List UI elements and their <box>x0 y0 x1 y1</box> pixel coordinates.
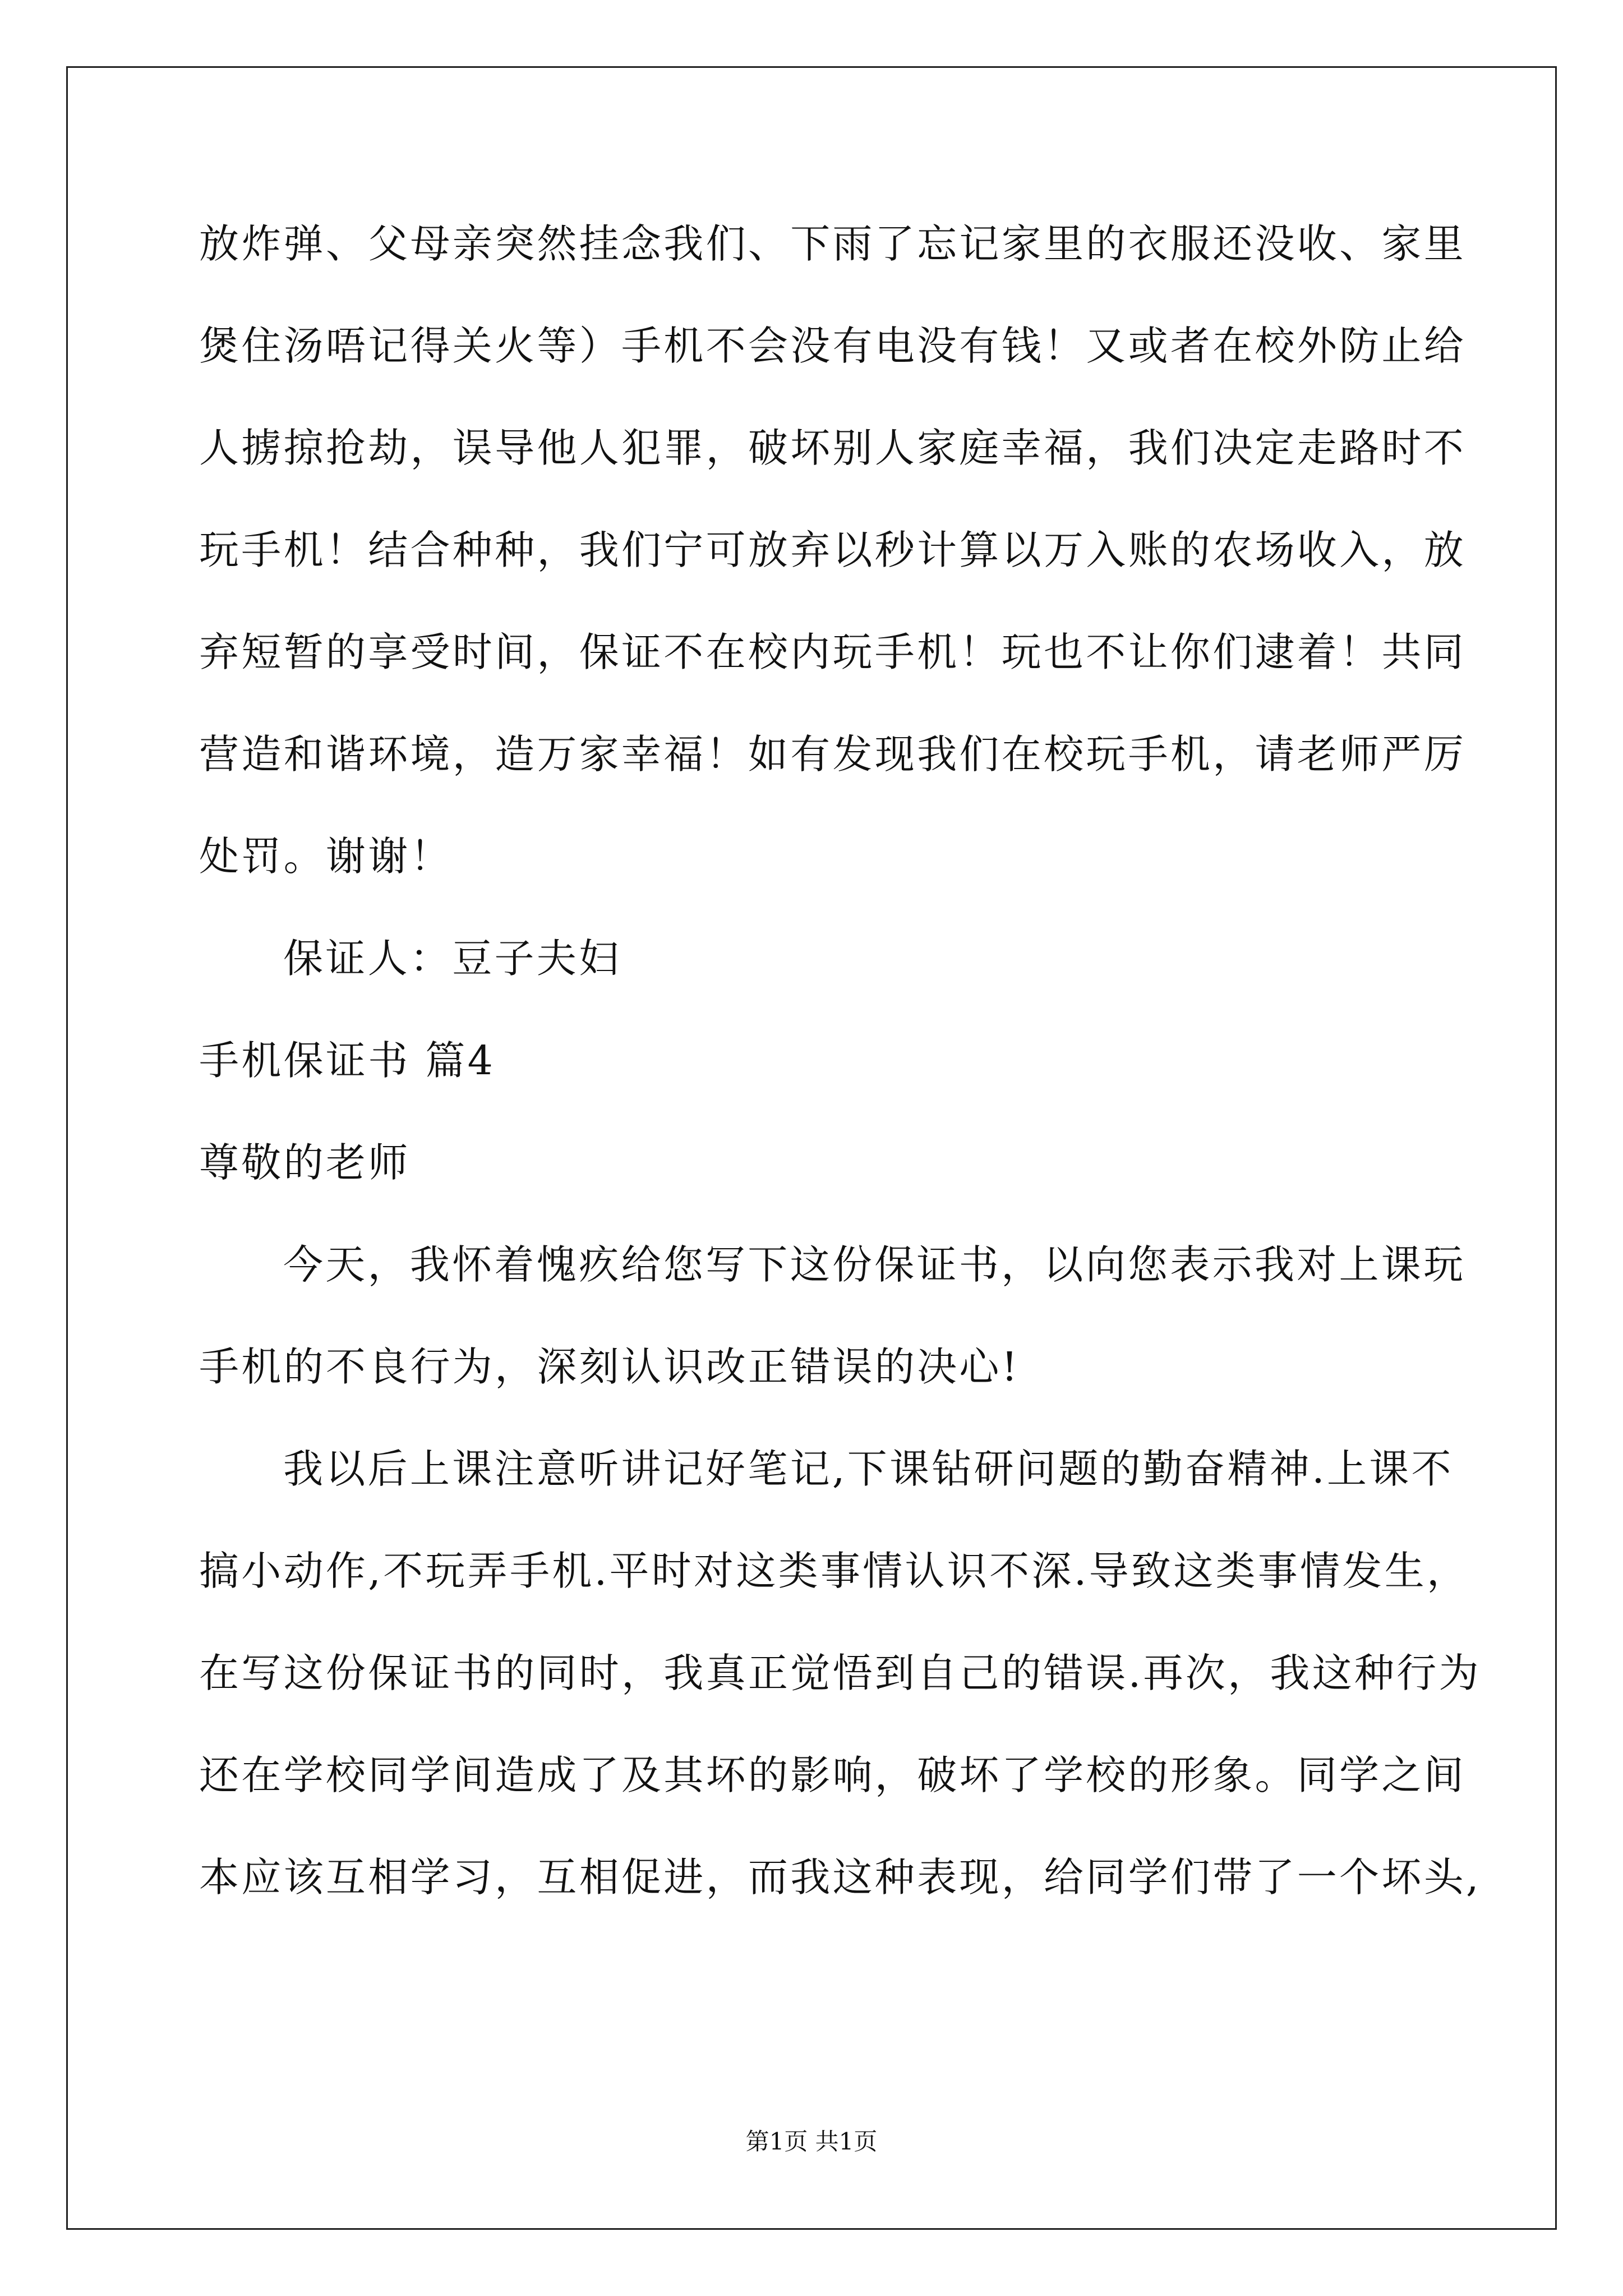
text-line: 我以后上课注意听讲记好笔记,下课钻研问题的勤奋精神.上课不 <box>283 1446 1454 1492</box>
text-line: 搞小动作,不玩弄手机.平时对这类事情认识不深.导致这类事情发生， <box>199 1548 1469 1594</box>
text-line: 本应该互相学习，互相促进，而我这种表现，给同学们带了一个坏头, <box>199 1854 1481 1901</box>
document-body <box>199 210 1481 1946</box>
text-line: 煲住汤唔记得关火等）手机不会没有电没有钱！又或者在校外防止给 <box>199 323 1467 369</box>
signature-line: 保证人：豆子夫妇 <box>283 935 621 982</box>
text-line: 玩手机！结合种种，我们宁可放弃以秒计算以万入账的农场收入，放 <box>199 527 1467 573</box>
section-heading: 手机保证书 篇4 <box>199 1037 496 1084</box>
salutation: 尊敬的老师 <box>199 1139 411 1186</box>
text-line: 弃短暂的享受时间，保证不在校内玩手机！玩也不让你们逮着！共同 <box>199 629 1467 675</box>
text-line: 今天，我怀着愧疚给您写下这份保证书，以向您表示我对上课玩 <box>283 1241 1466 1288</box>
text-line: 放炸弹、父母亲突然挂念我们、下雨了忘记家里的衣服还没收、家里 <box>199 220 1467 267</box>
text-line: 在写这份保证书的同时，我真正觉悟到自己的错误.再次，我这种行为 <box>199 1650 1481 1696</box>
text-line: 营造和谐环境，造万家幸福！如有发现我们在校玩手机，请老师严厉 <box>199 731 1467 777</box>
text-line: 手机的不良行为，深刻认识改正错误的决心! <box>199 1343 1020 1390</box>
text-line: 还在学校同学间造成了及其坏的影响，破坏了学校的形象。同学之间 <box>199 1752 1467 1798</box>
text-line: 人掳掠抢劫，误导他人犯罪，破坏别人家庭幸福，我们决定走路时不 <box>199 425 1467 471</box>
page-footer: 第1页 共1页 <box>745 2128 878 2155</box>
text-line: 处罚。谢谢！ <box>199 833 453 880</box>
